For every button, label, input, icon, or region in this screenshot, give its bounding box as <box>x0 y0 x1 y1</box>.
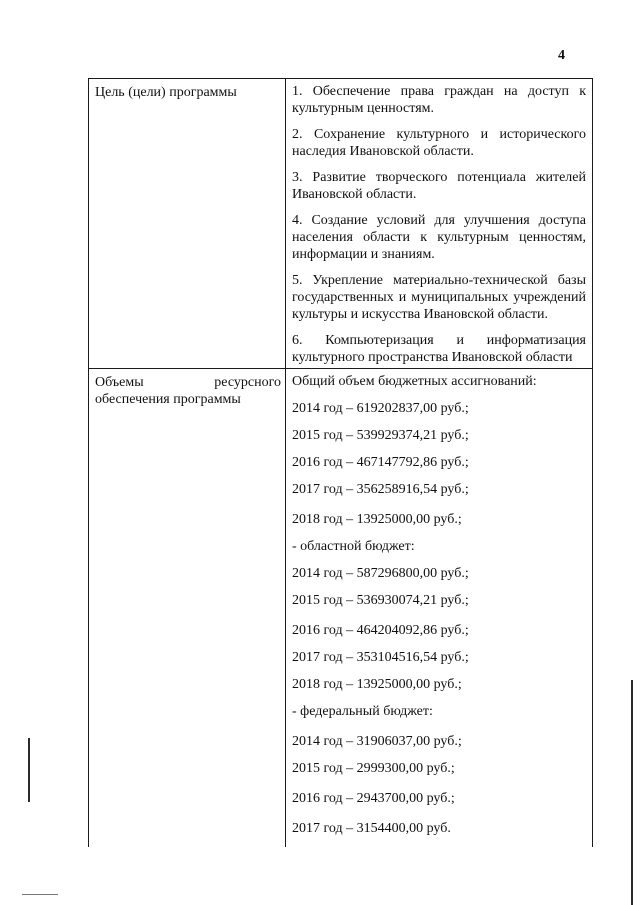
regional-2016: 2016 год – 464204092,86 руб.; <box>292 623 469 638</box>
goal-item-4: 4. Создание условий для улучшения доступа населения области к культурным ценностям, информации и знаниям. <box>292 213 586 262</box>
financing-label: Объемы ресурсного обеспечения программы <box>89 369 286 848</box>
regional-2014: 2014 год – 587296800,00 руб.; <box>292 566 469 581</box>
table-row-goals <box>89 79 593 369</box>
regional-2017: 2017 год – 353104516,54 руб.; <box>292 650 469 665</box>
financing-content <box>286 369 593 848</box>
total-2018: 2018 год – 13925000,00 руб.; <box>292 512 462 527</box>
scan-artifact-line-left <box>28 738 30 802</box>
program-passport-table <box>88 78 593 847</box>
goal-item-2: 2. Сохранение культурного и исторического наследия Ивановской области. <box>292 127 586 159</box>
scan-artifact-line-right <box>631 680 633 905</box>
total-2014: 2014 год – 619202837,00 руб.; <box>292 401 469 416</box>
federal-2014: 2014 год – 31906037,00 руб.; <box>292 734 462 749</box>
scan-artifact-dots-bottom <box>22 894 58 895</box>
federal-2015: 2015 год – 2999300,00 руб.; <box>292 761 455 776</box>
goals-content <box>286 79 593 369</box>
goal-item-6: 6. Компьютеризация и информатизация культурного пространства Ивановской области <box>292 333 586 365</box>
goal-item-1: 1. Обеспечение права граждан на доступ к культурным ценностям. <box>292 84 586 116</box>
goals-label: Цель (цели) программы <box>89 79 286 369</box>
federal-heading: - федеральный бюджет: <box>292 704 433 719</box>
regional-2015: 2015 год – 536930074,21 руб.; <box>292 593 469 608</box>
federal-2016: 2016 год – 2943700,00 руб.; <box>292 791 455 806</box>
total-2015: 2015 год – 539929374,21 руб.; <box>292 428 469 443</box>
total-heading: Общий объем бюджетных ассигнований: <box>292 374 537 389</box>
total-2016: 2016 год – 467147792,86 руб.; <box>292 455 469 470</box>
regional-heading: - областной бюджет: <box>292 539 415 554</box>
total-2017: 2017 год – 356258916,54 руб.; <box>292 482 469 497</box>
table-row-financing <box>89 369 593 848</box>
goal-item-5: 5. Укрепление материально-технической базы государственных и муниципальных учреждений культуры и искусства Ивановской области. <box>292 273 586 322</box>
goal-item-3: 3. Развитие творческого потенциала жителей Ивановской области. <box>292 170 586 202</box>
regional-2018: 2018 год – 13925000,00 руб.; <box>292 677 462 692</box>
page-number: 4 <box>558 48 565 63</box>
federal-2017: 2017 год – 3154400,00 руб. <box>292 821 451 836</box>
